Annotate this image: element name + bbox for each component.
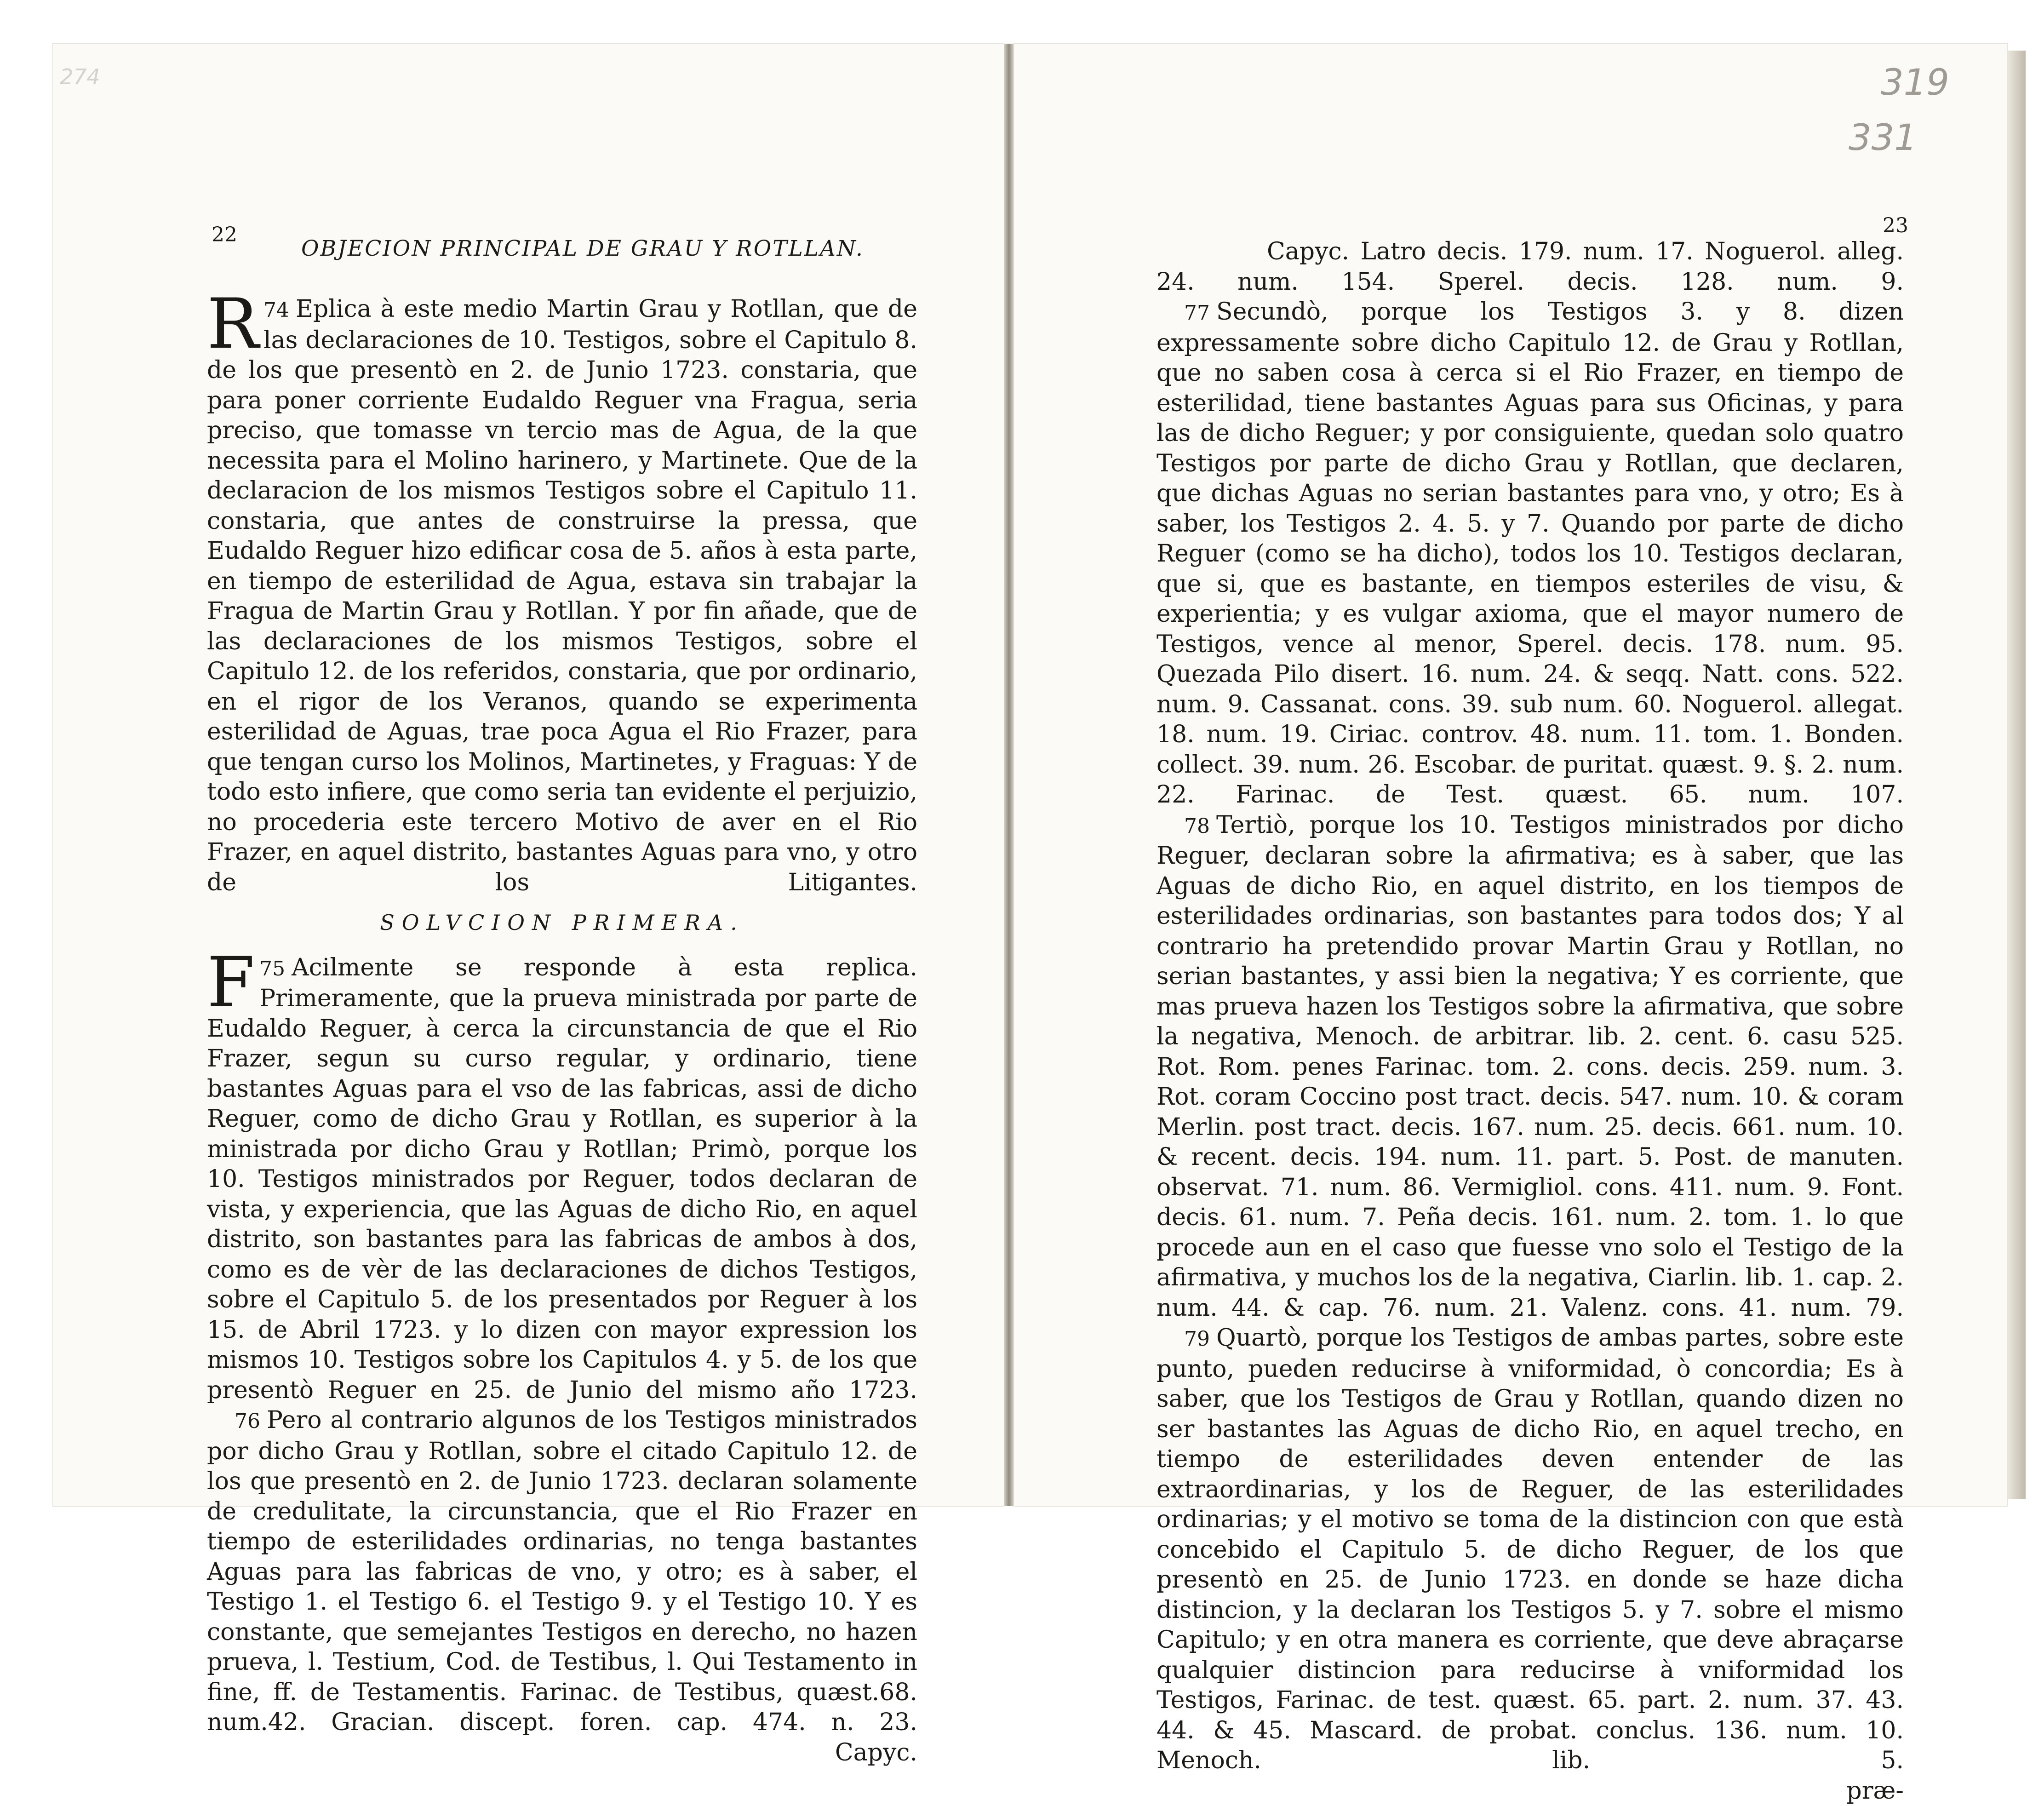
paragraph-74 (207, 294, 917, 898)
paragraph-number: 74 (263, 298, 289, 322)
paragraph-number: 77 (1184, 301, 1210, 325)
paragraph-text: Pero al contrario algunos de los Testigos ministrados por dicho Grau y Rotllan, sobre el citado Capitulo 12. de los que presentò en 2. de Junio 1723. declaran solamente de credulitate, la circunstancia, que el Rio Frazer en tiempo de esterilidades ordinarias, no tenga bastantes Aguas para las fabricas de vno, y otro; es à saber, el Testigo 1. el Testigo 6. el Testigo 9. y el Testigo 10. Y es constante, que semejantes Testigos en derecho, no hazen prueva, l. Testium, Cod. de Testibus, l. Qui Testamento in fine, ff. de Testamentis. Farinac. de Testibus, quæst.68. num.42. Gracian. discept. foren. cap. 474. n. 23. (207, 1406, 917, 1736)
pencil-folio-mark: 274 (60, 64, 100, 89)
left-text-column (207, 294, 917, 1768)
section-heading: SOLVCION PRIMERA. (207, 908, 917, 938)
paragraph-continued (1157, 237, 1904, 297)
paragraph-number: 75 (259, 957, 285, 980)
running-head: OBJECION PRINCIPAL DE GRAU Y ROTLLAN. (301, 236, 899, 261)
paragraph-75 (207, 953, 917, 1406)
pencil-folio-mark: 319 (1881, 62, 1949, 103)
paragraph-79 (1157, 1323, 1904, 1776)
left-page (53, 44, 1004, 1506)
paragraph-78 (1157, 810, 1904, 1324)
drop-cap: R (207, 297, 259, 351)
catchword: Capyc. (207, 1738, 917, 1768)
paragraph-76 (207, 1405, 917, 1738)
left-page-number: 22 (212, 223, 237, 247)
page-edge (2007, 51, 2026, 1499)
paragraph-number: 78 (1184, 814, 1210, 838)
book-gutter (1004, 44, 1014, 1506)
right-text-column (1157, 237, 1904, 1806)
paragraph-text: Tertiò, porque los 10. Testigos ministrados por dicho Reguer, declaran sobre la afirmativa; es à saber, que las Aguas de dicho Rio, en aquel distrito, en los tiempos de esterilidades ordinarias, son bastantes para todos dos; Y al contrario ha pretendido provar Martin Grau y Rotllan, no serian bastantes, y assi bien la negativa; Y es corriente, que mas prueva hazen los Testigos sobre la afirmativa, que sobre la negativa, Menoch. de arbitrar. lib. 2. cent. 6. casu 525. Rot. Rom. penes Farinac. tom. 2. cons. decis. 259. num. 3. Rot. coram Coccino post tract. decis. 547. num. 10. & coram Merlin. post tract. decis. 167. num. 25. decis. 661. num. 10. & recent. decis. 194. num. 11. part. 5. Post. de manuten. observat. 71. num. 86. Vermigliol. cons. 411. num. 9. Font. decis. 61. num. 7. Peña decis. 161. num. 2. tom. 1. lo que procede aun en el caso que fuesse vno solo el Testigo de la afirmativa, y muchos los de la negativa, Ciarlin. lib. 1. cap. 2. num. 44. & cap. 76. num. 21. Valenz. cons. 41. num. 79. (1157, 811, 1904, 1322)
catchword: præ- (1157, 1776, 1904, 1806)
paragraph-number: 76 (235, 1410, 260, 1433)
pencil-folio-mark: 331 (1849, 117, 1917, 159)
right-page-number: 23 (1883, 214, 1908, 237)
paragraph-77 (1157, 297, 1904, 810)
paragraph-text: Quartò, porque los Testigos de ambas partes, sobre este punto, pueden reducirse à vniformidad, ò concordia; Es à saber, que los Testigos de Grau y Rotllan, quando dizen no ser bastantes las Aguas de dicho Rio, en aquel trecho, en tiempo de esterilidades deven entender de las extraordinarias, y los de Reguer, de las esterilidades ordinarias; y el motivo se toma de la distincion con que està concebido el Capitulo 5. de dicho Reguer, de los que presentò en 25. de Junio 1723. en donde se haze dicha distincion, y la declaran los Testigos 5. y 7. sobre el mismo Capitulo; y en otra manera es corriente, que deve abraçarse qualquier distincion para reducirse à vniformidad los Testigos, Farinac. de test. quæst. 65. part. 2. num. 37. 43. 44. & 45. Mascard. de probat. conclus. 136. num. 10. Menoch. lib. 5. (1157, 1324, 1904, 1774)
paragraph-number: 79 (1184, 1327, 1210, 1351)
paragraph-text: Secundò, porque los Testigos 3. y 8. dizen expressamente sobre dicho Capitulo 12. de Grau y Rotllan, que no saben cosa à cerca si el Rio Frazer, en tiempo de esterilidad, tiene bastantes Aguas para sus Oficinas, y para las de dicho Reguer; y por consiguiente, quedan solo quatro Testigos por parte de dicho Grau y Rotllan, que declaren, que dichas Aguas no serian bastantes para vno, y otro; Es à saber, los Testigos 2. 4. 5. y 7. Quando por parte de dicho Reguer (como se ha dicho), todos los 10. Testigos declaran, que si, que es bastante, en tiempos esteriles de visu, & experientia; y es vulgar axioma, que el mayor numero de Testigos, vence al menor, Sperel. decis. 178. num. 95. Quezada Pilo disert. 16. num. 24. & seqq. Natt. cons. 522. num. 9. Cassanat. cons. 39. sub num. 60. Noguerol. allegat. 18. num. 19. Ciriac. controv. 48. num. 11. tom. 1. Bonden. collect. 39. num. 26. Escobar. de puritat. quæst. 9. §. 2. num. 22. Farinac. de Test. quæst. 65. num. 107. (1157, 298, 1904, 808)
paragraph-text: Eplica à este medio Martin Grau y Rotllan, que de las declaraciones de 10. Testigos, sobre el Capitulo 8. de los que presentò en 2. de Junio 1723. constaria, que para poner corriente Eudaldo Reguer vna Fragua, seria preciso, que tomasse vn tercio mas de Agua, de la que necessita para el Molino harinero, y Martinete. Que de la declaracion de los mismos Testigos sobre el Capitulo 11. constaria, que antes de construirse la pressa, que Eudaldo Reguer hizo edificar cosa de 5. años à esta parte, en tiempo de esterilidad de Agua, estava sin trabajar la Fragua de Martin Grau y Rotllan. Y por fin añade, que de las declaraciones de los mismos Testigos, sobre el Capitulo 12. de los referidos, constaria, que por ordinario, en el rigor de los Veranos, quando se experimenta esterilidad de Aguas, trae poca Agua el Rio Frazer, para que tengan curso los Molinos, Martinetes, y Fraguas: Y de todo esto infiere, que como seria tan evidente el perjuizio, no procederia este tercero Motivo de aver en el Rio Frazer, en aquel distrito, bastantes Aguas para vno, y otro de los Litigantes. (207, 295, 917, 896)
paragraph-text: Acilmente se responde à esta replica. Primeramente, que la prueva ministrada por parte de Eudaldo Reguer, à cerca la circunstancia de que el Rio Frazer, segun su curso regular, y ordinario, tiene bastantes Aguas para el vso de las fabricas, assi de dicho Reguer, como de dicho Grau y Rotllan, es superior à la ministrada por dicho Grau y Rotllan; Primò, porque los 10. Testigos ministrados por Reguer, todos declaran de vista, y experiencia, que las Aguas de dicho Rio, en aquel distrito, son bastantes para las fabricas de ambos à dos, como es de vèr de las declaraciones de dichos Testigos, sobre el Capitulo 5. de los presentados por Reguer à los 15. de Abril 1723. y lo dizen con mayor expression los mismos 10. Testigos sobre los Capitulos 4. y 5. de los que presentò Reguer en 25. de Junio del mismo año 1723. (207, 954, 917, 1404)
drop-cap: F (207, 956, 255, 1010)
paragraph-text: Capyc. Latro decis. 179. num. 17. Noguerol. alleg. 24. num. 154. Sperel. decis. 128. num. 9. (1157, 238, 1904, 296)
right-page (1014, 44, 2007, 1506)
